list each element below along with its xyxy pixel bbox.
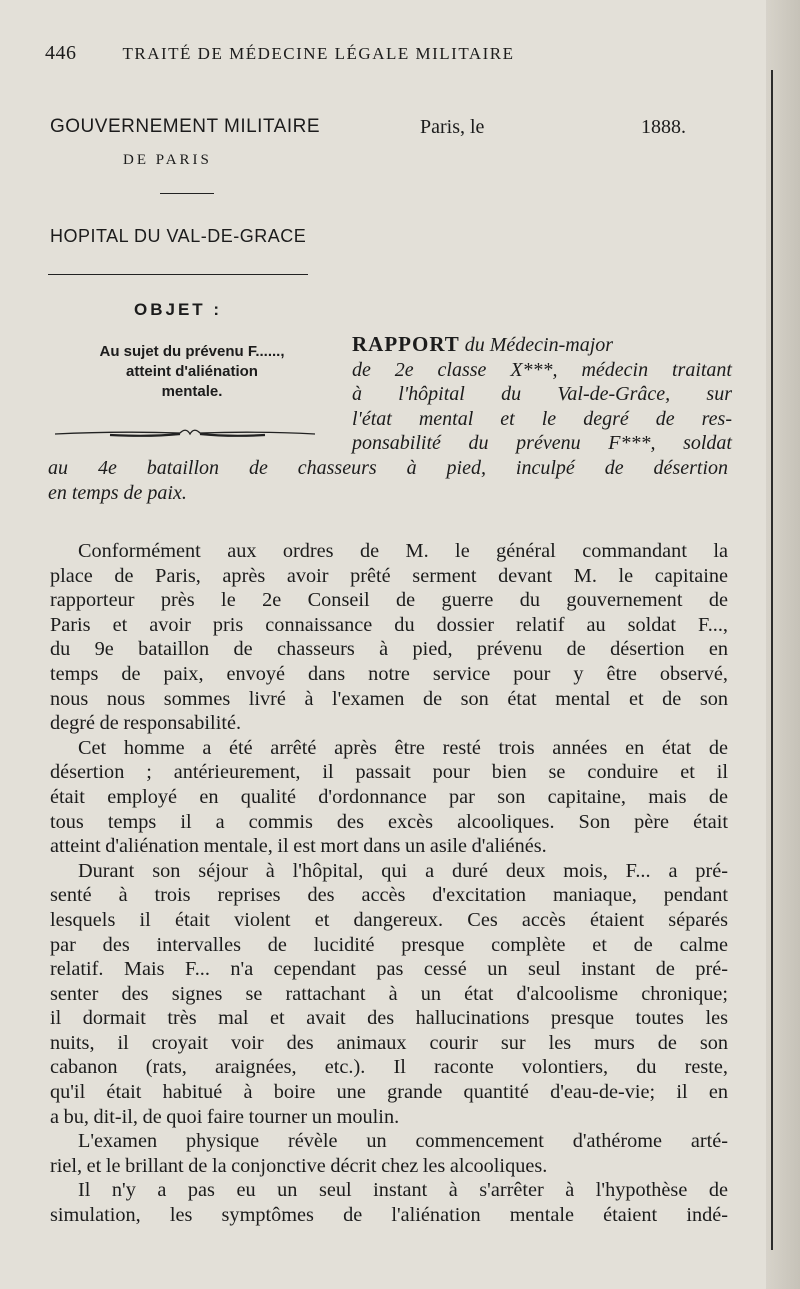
page-edge-line [771, 70, 773, 1250]
body-line: cabanon (rats, araignées, etc.). Il raconte volontiers, du reste, [50, 1056, 728, 1079]
running-title: TRAITÉ DE MÉDECINE LÉGALE MILITAIRE [122, 44, 515, 63]
body-line: relatif. Mais F... n'a cependant pas cessé un seul instant de pré- [50, 958, 728, 981]
rapport-rest-line: au 4e bataillon de chasseurs à pied, inculpé de désertion [48, 457, 728, 479]
body-line: senté à trois reprises des accès d'excitation maniaque, pendant [50, 884, 728, 907]
body-line: il dormait très mal et avait des hallucinations presque toutes les [50, 1007, 728, 1030]
body-line: tous temps il a commis des excès alcooliques. Son père était [50, 810, 728, 833]
body-text [50, 539, 728, 1228]
objet-line: atteint d'aliénation [126, 363, 258, 380]
letterhead-hopital: HOPITAL DU VAL-DE-GRACE [50, 226, 307, 246]
body-line: L'examen physique révèle un commencement d'athérome arté- [78, 1130, 728, 1153]
rapport-rest-line: en temps de paix. [48, 481, 187, 504]
divider [160, 193, 214, 194]
body-line: riel, et le brillant de la conjonctive décrit chez les alcooliques. [50, 1154, 548, 1177]
body-line: degré de responsabilité. [50, 712, 242, 735]
letterhead-gouvernement: GOUVERNEMENT MILITAIRE [50, 116, 320, 137]
rapport-line: l'état mental et le degré de res- [352, 407, 732, 430]
page-number: 446 [45, 42, 77, 64]
body-line: qu'il était habitué à boire une grande quantité d'eau-de-vie; il en [50, 1081, 728, 1104]
body-line: par des intervalles de lucidité presque complète et de calme [50, 933, 728, 956]
letterhead-place: Paris, le [420, 116, 485, 138]
body-line: était employé en qualité d'ordonnance par son capitaine, mais de [50, 785, 728, 808]
body-line: atteint d'aliénation mentale, il est mort dans un asile d'aliénés. [50, 835, 547, 858]
ornamental-swash [50, 424, 320, 444]
rapport-heading [352, 332, 732, 456]
rapport-continuation [48, 456, 728, 505]
body-line: simulation, les symptômes de l'aliénation mentale étaient indé- [50, 1204, 728, 1227]
objet-line: mentale. [161, 383, 223, 400]
objet-line: Au sujet du prévenu F......, [99, 343, 285, 360]
running-header [45, 42, 515, 65]
rapport-line: à l'hôpital du Val-de-Grâce, sur [352, 383, 732, 406]
divider [48, 274, 308, 275]
letterhead-year: 1888. [641, 116, 686, 138]
body-line: Cet homme a été arrêté après être resté trois années en état de [78, 736, 728, 759]
body-line: Paris et avoir pris connaissance du dossier relatif au soldat F..., [50, 613, 728, 636]
rapport-line: ponsabilité du prévenu F***, soldat [352, 432, 732, 455]
body-line: temps de paix, envoyé dans notre service pour y être observé, [50, 662, 728, 685]
body-line: place de Paris, après avoir prêté serment devant M. le capitaine [50, 564, 728, 587]
objet-label: OBJET : [134, 300, 223, 319]
letterhead-de-paris: DE PARIS [123, 152, 212, 168]
body-line: désertion ; antérieurement, il passait pour bien se conduire et il [50, 761, 728, 784]
body-line: rapporteur près le 2e Conseil de guerre du gouvernement de [50, 589, 728, 612]
body-line: du 9e bataillon de chasseurs à pied, prévenu de désertion en [50, 638, 728, 661]
rapport-lead: RAPPORT [352, 332, 460, 356]
body-line: nuits, il croyait voir des animaux courir sur les murs de son [50, 1031, 728, 1054]
rapport-lead-rest: du Médecin-major [459, 334, 614, 356]
body-line: Il n'y a pas eu un seul instant à s'arrêter à l'hypothèse de [78, 1179, 728, 1202]
body-line: senter des signes se rattachant à un état d'alcoolisme chronique; [50, 982, 728, 1005]
rapport-line: de 2e classe X***, médecin traitant [352, 358, 732, 381]
body-line: nous nous sommes livré à l'examen de son état mental et de son [50, 687, 728, 710]
objet-text [47, 342, 337, 402]
body-line: lesquels il était violent et dangereux. Ces accès étaient séparés [50, 908, 728, 931]
body-line: Durant son séjour à l'hôpital, qui a duré deux mois, F... a pré- [78, 859, 728, 882]
body-line: a bu, dit-il, de quoi faire tourner un moulin. [50, 1105, 400, 1128]
body-line: Conformément aux ordres de M. le général commandant la [78, 540, 728, 562]
